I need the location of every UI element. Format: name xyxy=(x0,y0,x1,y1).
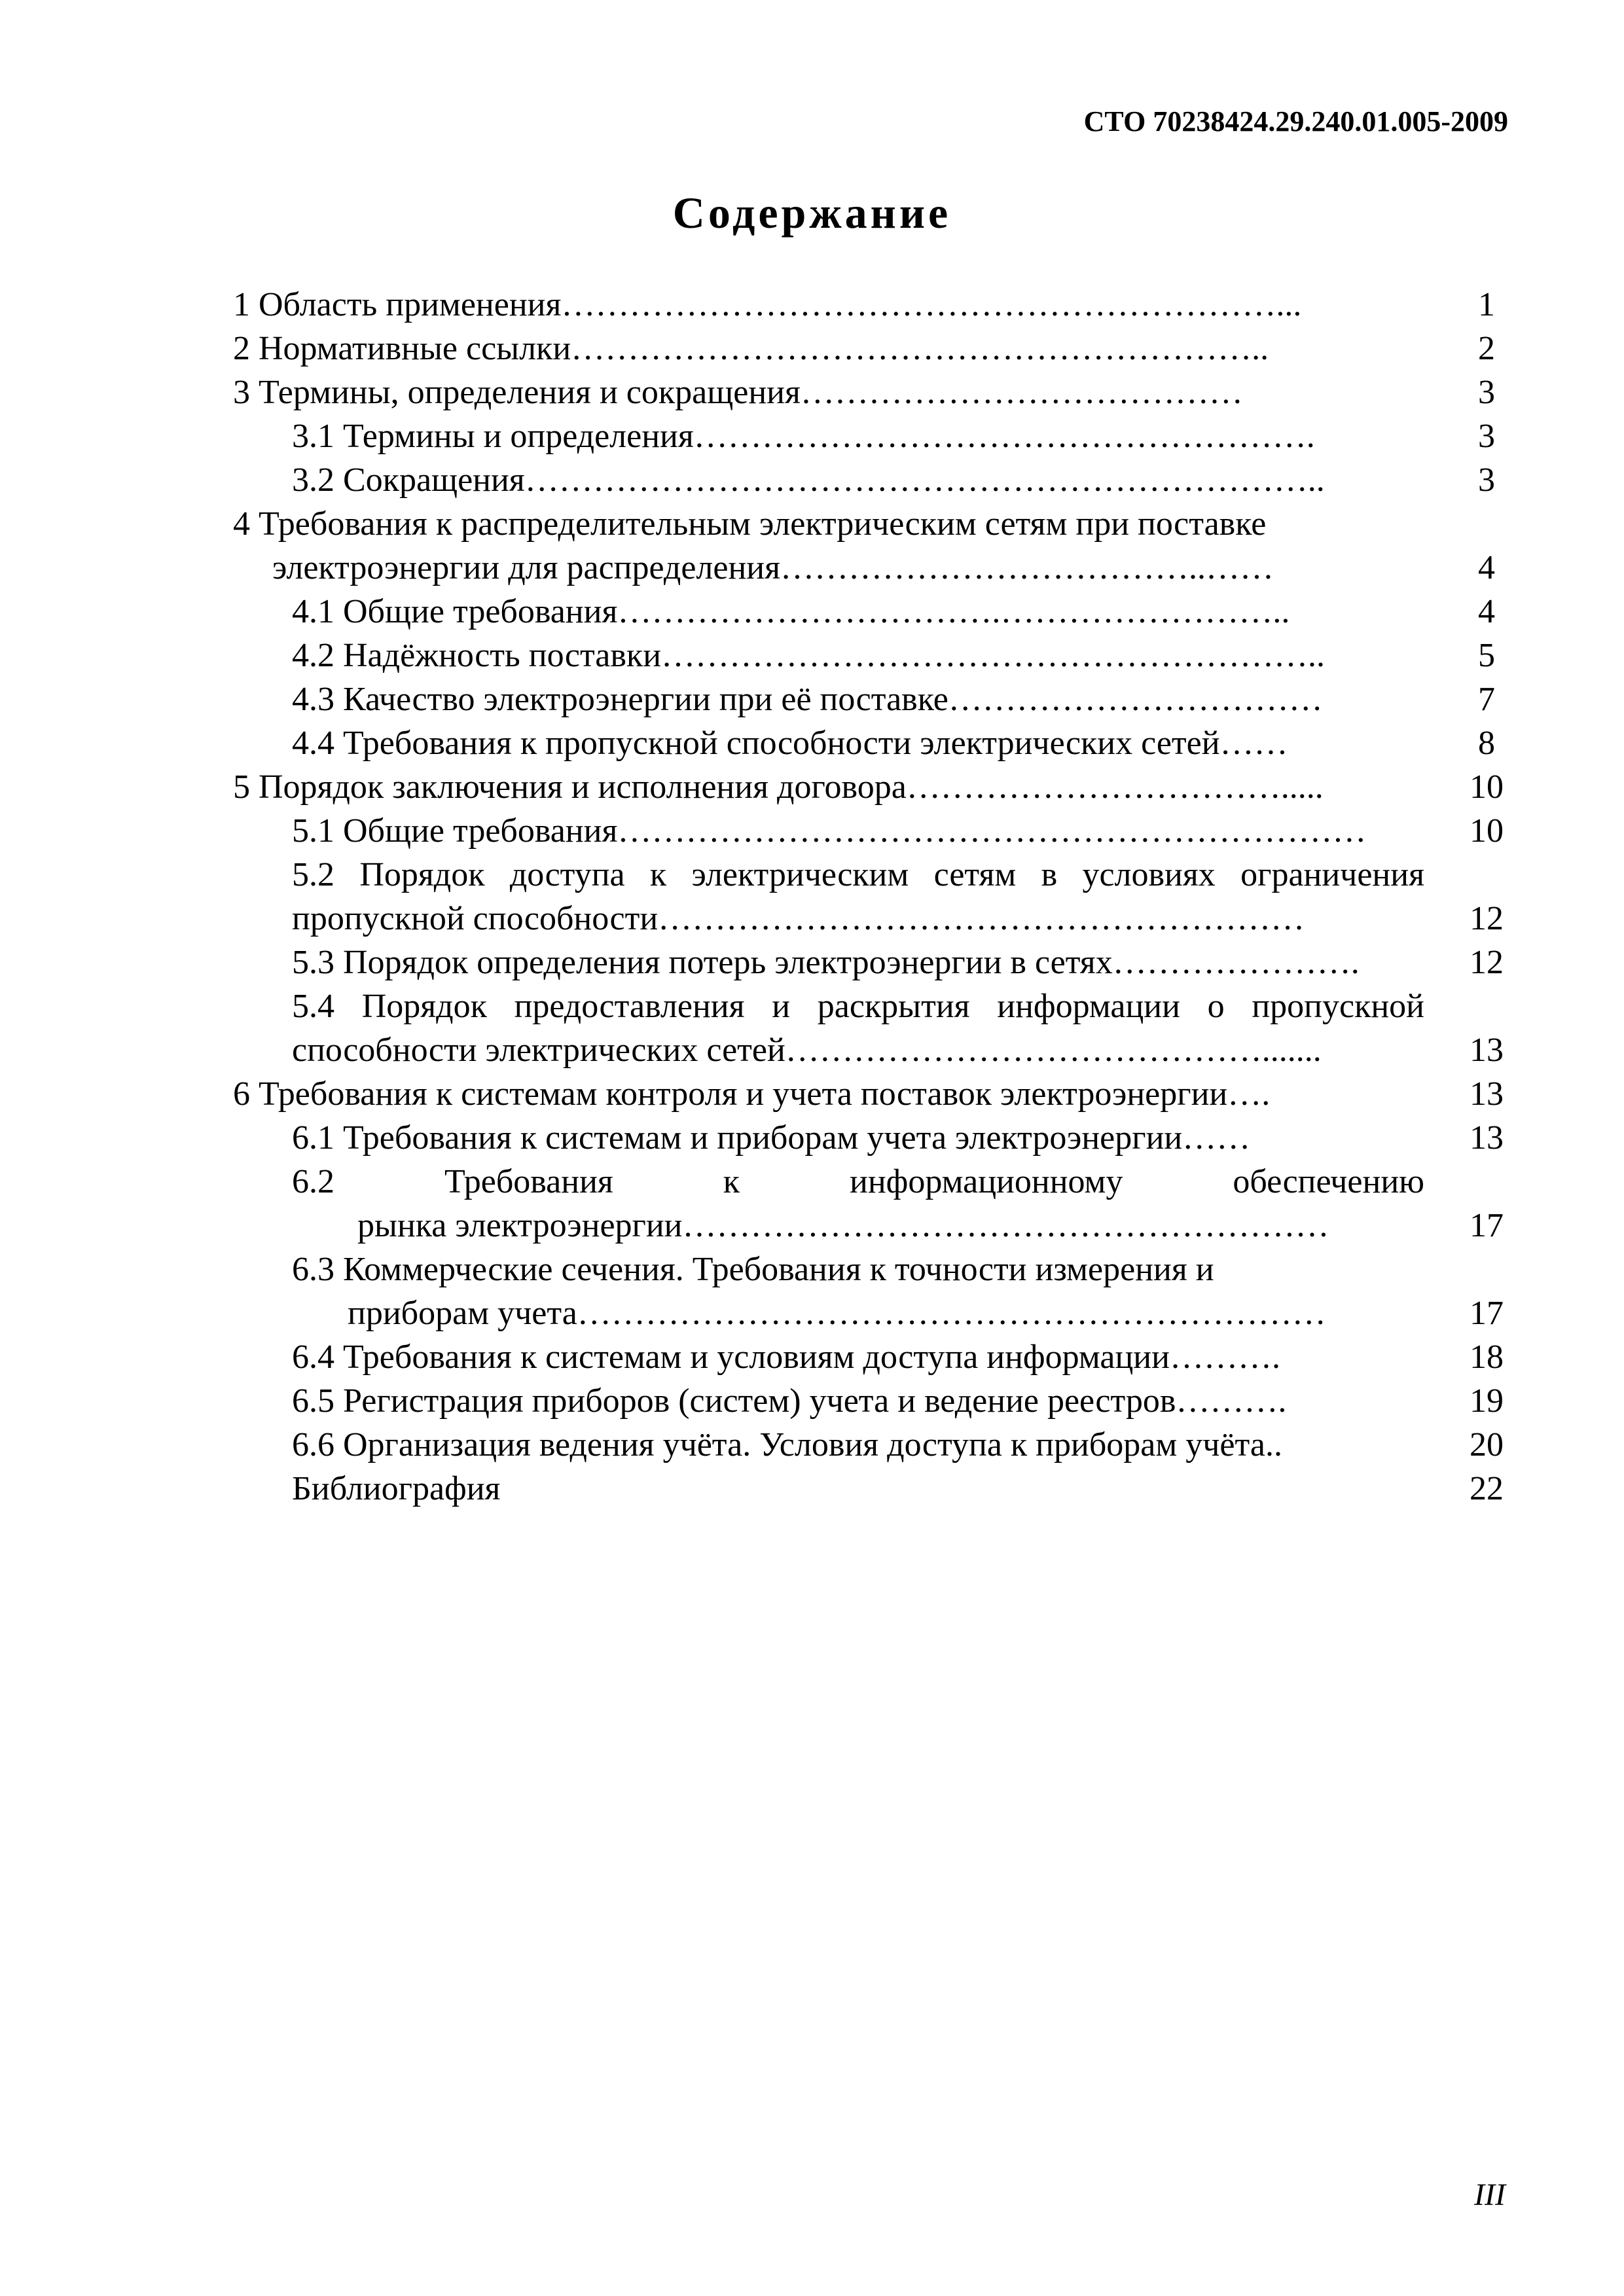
toc-entry xyxy=(233,1204,1509,1247)
toc-entry-page: 4 xyxy=(1478,593,1495,630)
toc-entry xyxy=(233,458,1509,502)
toc-entry xyxy=(233,1423,1509,1467)
toc-entry xyxy=(233,1291,1509,1335)
toc-entry-page: 10 xyxy=(1470,812,1504,850)
toc-entry xyxy=(233,502,1509,546)
toc-entry-text: 6.5 Регистрация приборов (систем) учета и ведение реестров………. xyxy=(292,1382,1287,1420)
toc-entry xyxy=(233,677,1509,721)
toc-entry-text: 6 Требования к системам контроля и учета поставок электроэнергии…. xyxy=(233,1075,1271,1113)
toc-entry-page: 13 xyxy=(1470,1075,1504,1113)
toc-entry-page: 22 xyxy=(1470,1470,1504,1507)
toc-entry-text: 5 Порядок заключения и исполнения договора……………………………..... xyxy=(233,768,1324,806)
toc-entry xyxy=(233,1467,1509,1511)
toc-entry-page: 12 xyxy=(1470,900,1504,937)
page-title: Содержание xyxy=(672,188,952,238)
toc-entry-page: 20 xyxy=(1470,1426,1504,1463)
toc-entry xyxy=(233,546,1509,590)
toc-entry xyxy=(233,327,1509,370)
page-number: III xyxy=(1474,2178,1506,2212)
toc-entry-page: 4 xyxy=(1478,549,1495,586)
toc-entry-text: 5.2 Порядок доступа к электрическим сетям в условиях ограничения xyxy=(292,856,1424,893)
toc-entry-text: 6.1 Требования к системам и приборам учета электроэнергии…… xyxy=(292,1119,1251,1157)
toc-entry-page: 8 xyxy=(1478,725,1495,762)
toc-entry-text: 4.4 Требования к пропускной способности электрических сетей…… xyxy=(292,725,1288,762)
toc-entry-text: 1 Область применения………………………………………………………... xyxy=(233,286,1302,323)
toc-entry xyxy=(233,941,1509,984)
toc-entry-page: 2 xyxy=(1478,330,1495,367)
table-of-contents xyxy=(233,283,1509,1511)
document-code: СТО 70238424.29.240.01.005-2009 xyxy=(1083,105,1508,137)
toc-entry-text: 3.1 Термины и определения………………………………………………. xyxy=(292,418,1315,455)
toc-entry-text: 4.3 Качество электроэнергии при её поставке…………………………… xyxy=(292,681,1323,718)
toc-entry-text: рынка электроэнергии………………………………………………… xyxy=(357,1207,1329,1244)
toc-entry xyxy=(233,634,1509,677)
toc-entry-page: 5 xyxy=(1478,637,1495,674)
toc-entry xyxy=(233,590,1509,634)
toc-entry xyxy=(233,853,1509,897)
toc-entry-page: 13 xyxy=(1470,1031,1504,1069)
toc-entry-text: 5.1 Общие требования………………………………………………………… xyxy=(292,812,1367,850)
toc-entry-page: 3 xyxy=(1478,418,1495,455)
toc-entry xyxy=(233,1379,1509,1423)
toc-entry-text: 4.1 Общие требования…………………………….…………………….. xyxy=(292,593,1290,630)
toc-entry xyxy=(233,414,1509,458)
toc-entry-page: 13 xyxy=(1470,1119,1504,1157)
toc-entry-page: 12 xyxy=(1470,944,1504,981)
toc-entry-text: 6.2 Требования к информационному обеспечению xyxy=(292,1163,1424,1200)
toc-entry-page: 3 xyxy=(1478,461,1495,499)
toc-entry xyxy=(233,1247,1509,1291)
toc-entry-text: 6.3 Коммерческие сечения. Требования к точности измерения и xyxy=(292,1251,1214,1288)
toc-entry-text: 3.2 Сокращения…………………………………………………………….. xyxy=(292,461,1325,499)
toc-entry xyxy=(233,1160,1509,1204)
toc-entry xyxy=(233,283,1509,327)
toc-entry xyxy=(233,1072,1509,1116)
toc-entry-page: 7 xyxy=(1478,681,1495,718)
toc-entry xyxy=(233,809,1509,853)
toc-entry-text: 6.6 Организация ведения учёта. Условия доступа к приборам учёта.. xyxy=(292,1426,1282,1463)
toc-entry-text: 3 Термины, определения и сокращения………………………………… xyxy=(233,374,1243,411)
toc-entry-page: 17 xyxy=(1470,1207,1504,1244)
toc-entry-text: 5.3 Порядок определения потерь электроэнергии в сетях…………………. xyxy=(292,944,1360,981)
toc-entry-text: Библиография xyxy=(292,1470,501,1507)
toc-entry-text: пропускной способности………………………………………………… xyxy=(292,900,1305,937)
toc-entry-text: 2 Нормативные ссылки…………………………………………………….. xyxy=(233,330,1269,367)
toc-entry-page: 19 xyxy=(1470,1382,1504,1420)
toc-entry xyxy=(233,1335,1509,1379)
toc-entry-text: 4 Требования к распределительным электрическим сетям при поставке xyxy=(233,505,1267,543)
toc-entry xyxy=(233,984,1509,1028)
toc-entry-page: 3 xyxy=(1478,374,1495,411)
toc-entry-page: 10 xyxy=(1470,768,1504,806)
toc-entry-text: способности электрических сетей……………………………………....... xyxy=(292,1031,1322,1069)
toc-entry-text: 5.4 Порядок предоставления и раскрытия информации о пропускной xyxy=(292,988,1424,1025)
toc-entry-page: 18 xyxy=(1470,1338,1504,1376)
toc-entry xyxy=(233,370,1509,414)
toc-entry xyxy=(233,1116,1509,1160)
toc-entry-text: электроэнергии для распределения………………………………..…… xyxy=(272,549,1274,586)
toc-entry-text: 4.2 Надёжность поставки………………………………………………….. xyxy=(292,637,1326,674)
toc-entry-text: 6.4 Требования к системам и условиям доступа информации………. xyxy=(292,1338,1280,1376)
toc-entry-page: 1 xyxy=(1478,286,1495,323)
toc-entry xyxy=(233,897,1509,941)
toc-entry-text: приборам учета………………………………………………………… xyxy=(348,1295,1326,1332)
toc-entry xyxy=(233,1028,1509,1072)
toc-entry-page: 17 xyxy=(1470,1295,1504,1332)
toc-entry xyxy=(233,721,1509,765)
toc-entry xyxy=(233,765,1509,809)
